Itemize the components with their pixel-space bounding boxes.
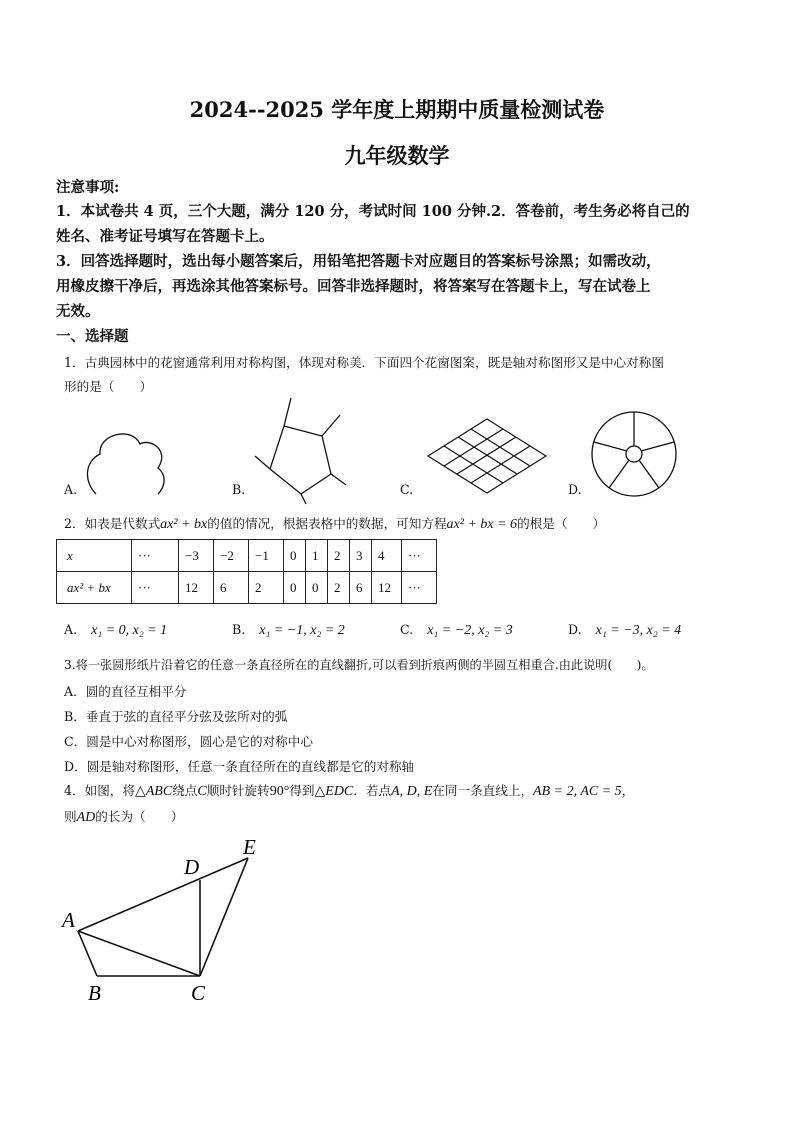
exam-subtitle: 九年级数学 (344, 143, 450, 168)
option-label: D. (568, 482, 582, 497)
table-row (57, 540, 437, 572)
option: D．圆是轴对称图形，任意一条直径所在的直线都是它的对称轴 (64, 759, 415, 774)
label-b: B (88, 981, 101, 1005)
option-value: x₁ = −3, x₂ = 4 (595, 623, 682, 638)
label-d: D (184, 855, 200, 879)
table-cell: 2 (328, 572, 350, 604)
option (400, 622, 513, 639)
table-cell: ··· (132, 540, 179, 572)
option-value: x₁ = 0, x₂ = 1 (91, 623, 168, 638)
point-c: C (197, 784, 207, 799)
option-value: x₁ = −2, x₂ = 3 (427, 623, 513, 638)
question-1-line: 形的是（ ） (64, 379, 153, 394)
option-label: B. (232, 622, 246, 637)
text: 顺时针旋转 (206, 783, 270, 798)
table-cell: ··· (402, 540, 437, 572)
table-header-cell: ax² + bx (57, 572, 132, 604)
expression: ax² + bx (160, 517, 208, 532)
table-cell: 0 (284, 572, 306, 604)
table-cell: 0 (284, 540, 306, 572)
table-cell: 2 (249, 572, 284, 604)
equation: ax² + bx = 6 (446, 517, 518, 532)
table-cell: 1 (306, 540, 328, 572)
question-2-num: 2．如表是代数式 (64, 516, 161, 531)
question-1-line: 1．古典园林中的花窗通常利用对称构图，体现对称美．下面四个花窗图案，既是轴对称图形又是中心对称图 (64, 355, 664, 370)
window-figure-a (87, 434, 164, 494)
label-a: A (62, 908, 75, 932)
window-figure-d (592, 412, 676, 496)
angle: 90° (269, 784, 290, 799)
question-3-stem: 3.将一张圆形纸片沿着它的任意一条直径所在的直线翻折,可以看到折痕两侧的半圆互相重合.由此说明( )。 (64, 658, 654, 672)
notice-line: 3．回答选择题时，选出每小题答案后，用铅笔把答题卡对应题目的答案标号涂黑；如需改动， (56, 253, 661, 270)
text: 得到 (289, 783, 315, 798)
table-cell: 12 (179, 572, 214, 604)
condition: AB = 2, AC = 5 (533, 784, 622, 799)
question-4-line2 (64, 806, 183, 826)
text: 在同一条直线上， (432, 783, 534, 798)
table-cell: 0 (306, 572, 328, 604)
label-e: E (243, 835, 256, 859)
section-title: 一、选择题 (56, 328, 129, 345)
question-2-end: 的根是（ ） (517, 516, 606, 531)
option-label: D. (568, 622, 582, 637)
notice-line: 1．本试卷共 4 页，三个大题，满分 120 分，考试时间 100 分钟.2．答卷前，考生务必将自己的 (56, 203, 690, 220)
label-c: C (191, 981, 206, 1005)
text: ．若点 (353, 783, 392, 798)
text: 的长为（ ） (95, 809, 184, 824)
exam-title: 2024--2025 学年度上期期中质量检测试卷 (189, 97, 605, 122)
table-cell: 2 (328, 540, 350, 572)
table-cell: ··· (402, 572, 437, 604)
notice-line: 无效。 (56, 303, 100, 320)
window-figure-b (255, 398, 346, 504)
option: C．圆是中心对称图形，圆心是它的对称中心 (64, 734, 313, 749)
triangle-edc: △EDC (314, 784, 354, 799)
option: A．圆的直径互相平分 (64, 684, 187, 699)
geometry-figure (50, 830, 290, 1010)
table-row (57, 572, 437, 604)
table-cell: 3 (350, 540, 372, 572)
triangle-abc: △ABC (134, 784, 173, 799)
question-2-mid: 的值的情况，根据表格中的数据，可知方程 (207, 516, 447, 531)
table-cell: 12 (372, 572, 402, 604)
question-2-stem (64, 513, 605, 533)
table-cell: 6 (350, 572, 372, 604)
table-header-cell: x (57, 540, 132, 572)
table-cell: −2 (214, 540, 249, 572)
option-label: A. (64, 482, 78, 497)
text: 则 (64, 809, 77, 824)
segment-ad: AD (76, 810, 96, 825)
segment-ac (78, 931, 200, 976)
option: B．垂直于弦的直径平分弦及弦所对的弧 (64, 709, 288, 724)
option-value: x₁ = −1, x₂ = 2 (259, 623, 345, 638)
option (232, 622, 345, 639)
table-cell: −1 (249, 540, 284, 572)
window-figure-c (428, 419, 546, 493)
option-label: C. (400, 622, 414, 637)
option-label: B. (232, 482, 246, 497)
table-cell: 4 (372, 540, 402, 572)
notice-heading: 注意事项: (56, 179, 120, 196)
question-1-figures (0, 390, 794, 505)
text: 绕点 (172, 783, 198, 798)
value-table (56, 539, 437, 604)
table-cell: −3 (179, 540, 214, 572)
points: A, D, E (391, 784, 433, 799)
notice-line: 用橡皮擦干净后，再选涂其他答案标号。回答非选择题时，将答案写在答题卡上，写在试卷上 (56, 278, 651, 295)
option-label: C. (400, 482, 414, 497)
question-4-stem (64, 780, 634, 800)
notice-line: 姓名、准考证号填写在答题卡上。 (56, 228, 274, 245)
option-label: A. (64, 622, 78, 637)
option (64, 622, 167, 639)
text: 4．如图，将 (64, 783, 135, 798)
option (568, 622, 681, 639)
text: ， (621, 783, 635, 798)
table-cell: ··· (132, 572, 179, 604)
table-cell: 6 (214, 572, 249, 604)
